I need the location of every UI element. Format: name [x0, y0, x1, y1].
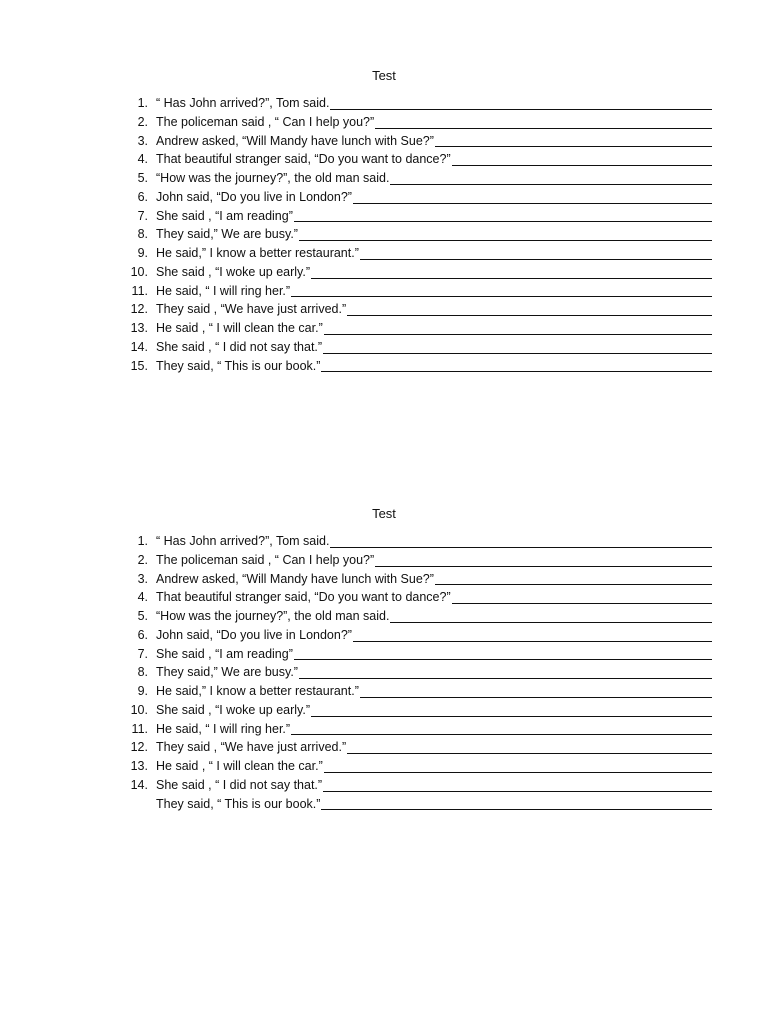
question-text: He said, “ I will ring her.” — [156, 283, 291, 298]
answer-blank[interactable] — [299, 228, 712, 241]
answer-blank[interactable] — [330, 535, 712, 548]
question-line — [156, 663, 712, 682]
question-text: “ Has John arrived?”, Tom said. — [156, 96, 330, 110]
question-text: She said , “I am reading” — [156, 646, 293, 661]
question-line — [156, 607, 712, 626]
test-title: Test — [372, 506, 396, 521]
answer-blank[interactable] — [390, 172, 712, 185]
question-item — [0, 94, 768, 113]
question-text: They said,” We are busy.” — [156, 665, 298, 680]
answer-blank[interactable] — [435, 134, 712, 147]
question-text: She said , “ I did not say that.” — [156, 339, 323, 354]
question-item — [0, 207, 768, 226]
question-line — [156, 113, 712, 132]
question-number: 14. — [130, 777, 148, 792]
question-line — [156, 300, 712, 319]
answer-blank[interactable] — [360, 685, 712, 698]
answer-blank[interactable] — [291, 284, 712, 297]
question-line — [156, 225, 712, 244]
question-line — [156, 570, 712, 589]
question-text: “ Has John arrived?”, Tom said. — [156, 534, 330, 548]
question-item — [0, 300, 768, 319]
question-number: 5. — [137, 171, 148, 185]
answer-blank[interactable] — [321, 359, 712, 372]
question-number: 10. — [130, 264, 148, 279]
question-number: 10. — [130, 702, 148, 717]
question-text: He said,” I know a better restaurant.” — [156, 246, 359, 260]
question-line — [156, 682, 712, 701]
answer-blank[interactable] — [299, 666, 712, 679]
answer-blank[interactable] — [375, 116, 712, 129]
question-line — [156, 588, 712, 607]
question-item — [0, 263, 768, 282]
answer-blank[interactable] — [360, 247, 712, 260]
answer-blank[interactable] — [375, 554, 712, 567]
question-item — [0, 720, 768, 739]
answer-blank[interactable] — [353, 629, 712, 642]
question-text: She said , “ I did not say that.” — [156, 777, 323, 792]
question-text: She said , “I woke up early.” — [156, 702, 311, 717]
question-number: 8. — [137, 665, 148, 680]
question-line — [156, 282, 712, 301]
answer-blank[interactable] — [347, 303, 712, 316]
question-text: He said, “ I will ring her.” — [156, 721, 291, 736]
question-number: 6. — [137, 189, 148, 204]
answer-blank[interactable] — [324, 322, 712, 335]
question-item — [0, 282, 768, 301]
question-list — [0, 94, 768, 375]
test-section-2 — [0, 504, 768, 813]
question-number: 4. — [137, 152, 148, 167]
question-line — [156, 150, 712, 169]
question-line — [156, 757, 712, 776]
question-text: The policeman said , “ Can I help you?” — [156, 552, 375, 567]
question-item — [0, 150, 768, 169]
question-number: 2. — [137, 552, 148, 567]
question-item — [0, 776, 768, 795]
question-number: 9. — [137, 684, 148, 698]
question-item — [0, 132, 768, 151]
question-number: 11. — [131, 721, 148, 736]
answer-blank[interactable] — [390, 610, 712, 623]
question-item — [0, 682, 768, 701]
question-line — [156, 319, 712, 338]
question-number: 12. — [130, 302, 148, 317]
question-line — [156, 795, 712, 814]
question-item — [0, 357, 768, 376]
question-line — [156, 94, 712, 113]
question-item — [0, 188, 768, 207]
question-number: 11. — [131, 283, 148, 298]
question-text: He said , “ I will clean the car.” — [156, 321, 323, 335]
answer-blank[interactable] — [347, 741, 712, 754]
answer-blank[interactable] — [291, 722, 712, 735]
question-item — [0, 570, 768, 589]
question-text: “How was the journey?”, the old man said. — [156, 171, 390, 185]
answer-blank[interactable] — [321, 797, 712, 810]
question-text: That beautiful stranger said, “Do you want to dance?” — [156, 152, 451, 167]
question-line — [156, 720, 712, 739]
question-line — [156, 207, 712, 226]
answer-blank[interactable] — [311, 266, 712, 279]
question-line — [156, 263, 712, 282]
answer-blank[interactable] — [323, 779, 712, 792]
answer-blank[interactable] — [294, 209, 712, 222]
question-number: 3. — [137, 571, 148, 586]
question-number: 2. — [137, 114, 148, 129]
question-item — [0, 588, 768, 607]
question-item — [0, 244, 768, 263]
question-item — [0, 607, 768, 626]
question-number: 12. — [130, 740, 148, 755]
question-line — [156, 188, 712, 207]
question-text: He said,” I know a better restaurant.” — [156, 684, 359, 698]
test-title: Test — [372, 68, 396, 83]
question-item — [0, 757, 768, 776]
question-text: They said , “We have just arrived.” — [156, 740, 347, 755]
question-text: They said, “ This is our book.” — [156, 796, 321, 811]
question-line — [156, 626, 712, 645]
question-text: “How was the journey?”, the old man said. — [156, 609, 390, 623]
question-number: 3. — [137, 133, 148, 148]
question-text: The policeman said , “ Can I help you?” — [156, 114, 375, 129]
question-item — [0, 645, 768, 664]
question-line — [156, 132, 712, 151]
question-text: She said , “I woke up early.” — [156, 264, 311, 279]
question-line — [156, 738, 712, 757]
question-line — [156, 338, 712, 357]
question-item — [0, 663, 768, 682]
question-text: Andrew asked, “Will Mandy have lunch with Sue?” — [156, 133, 434, 148]
test-section-1 — [0, 66, 768, 375]
question-item — [0, 532, 768, 551]
question-item — [0, 338, 768, 357]
question-item — [0, 795, 768, 814]
question-text: They said, “ This is our book.” — [156, 358, 321, 373]
question-line — [156, 776, 712, 795]
answer-blank[interactable] — [435, 572, 712, 585]
question-number: 6. — [137, 627, 148, 642]
answer-blank[interactable] — [324, 760, 712, 773]
question-line — [156, 551, 712, 570]
answer-blank[interactable] — [452, 153, 712, 166]
question-line — [156, 169, 712, 188]
answer-blank[interactable] — [323, 341, 712, 354]
question-list — [0, 532, 768, 813]
question-text: They said , “We have just arrived.” — [156, 302, 347, 317]
question-number: 13. — [130, 321, 148, 335]
answer-blank[interactable] — [353, 191, 712, 204]
question-number: 1. — [137, 96, 148, 110]
question-item — [0, 319, 768, 338]
answer-blank[interactable] — [330, 97, 712, 110]
question-item — [0, 738, 768, 757]
answer-blank[interactable] — [452, 591, 712, 604]
question-line — [156, 244, 712, 263]
question-number: 7. — [137, 646, 148, 661]
question-line — [156, 532, 712, 551]
question-text: He said , “ I will clean the car.” — [156, 759, 323, 773]
question-item — [0, 626, 768, 645]
question-number: 13. — [130, 759, 148, 773]
question-text: That beautiful stranger said, “Do you want to dance?” — [156, 590, 451, 605]
question-text: They said,” We are busy.” — [156, 227, 298, 242]
question-text: John said, “Do you live in London?” — [156, 189, 352, 204]
question-number: 9. — [137, 246, 148, 260]
question-line — [156, 701, 712, 720]
question-item — [0, 113, 768, 132]
question-line — [156, 645, 712, 664]
question-text: Andrew asked, “Will Mandy have lunch with Sue?” — [156, 571, 434, 586]
question-text: She said , “I am reading” — [156, 208, 293, 223]
question-item — [0, 701, 768, 720]
question-item — [0, 551, 768, 570]
answer-blank[interactable] — [311, 704, 712, 717]
question-number: 4. — [137, 590, 148, 605]
answer-blank[interactable] — [294, 647, 712, 660]
question-number: 7. — [137, 208, 148, 223]
question-number: 8. — [137, 227, 148, 242]
question-text: John said, “Do you live in London?” — [156, 627, 352, 642]
question-number: 5. — [137, 609, 148, 623]
question-number: 14. — [130, 339, 148, 354]
question-line — [156, 357, 712, 376]
question-item — [0, 225, 768, 244]
question-number: 15. — [130, 358, 148, 373]
question-number: 1. — [137, 534, 148, 548]
question-item — [0, 169, 768, 188]
